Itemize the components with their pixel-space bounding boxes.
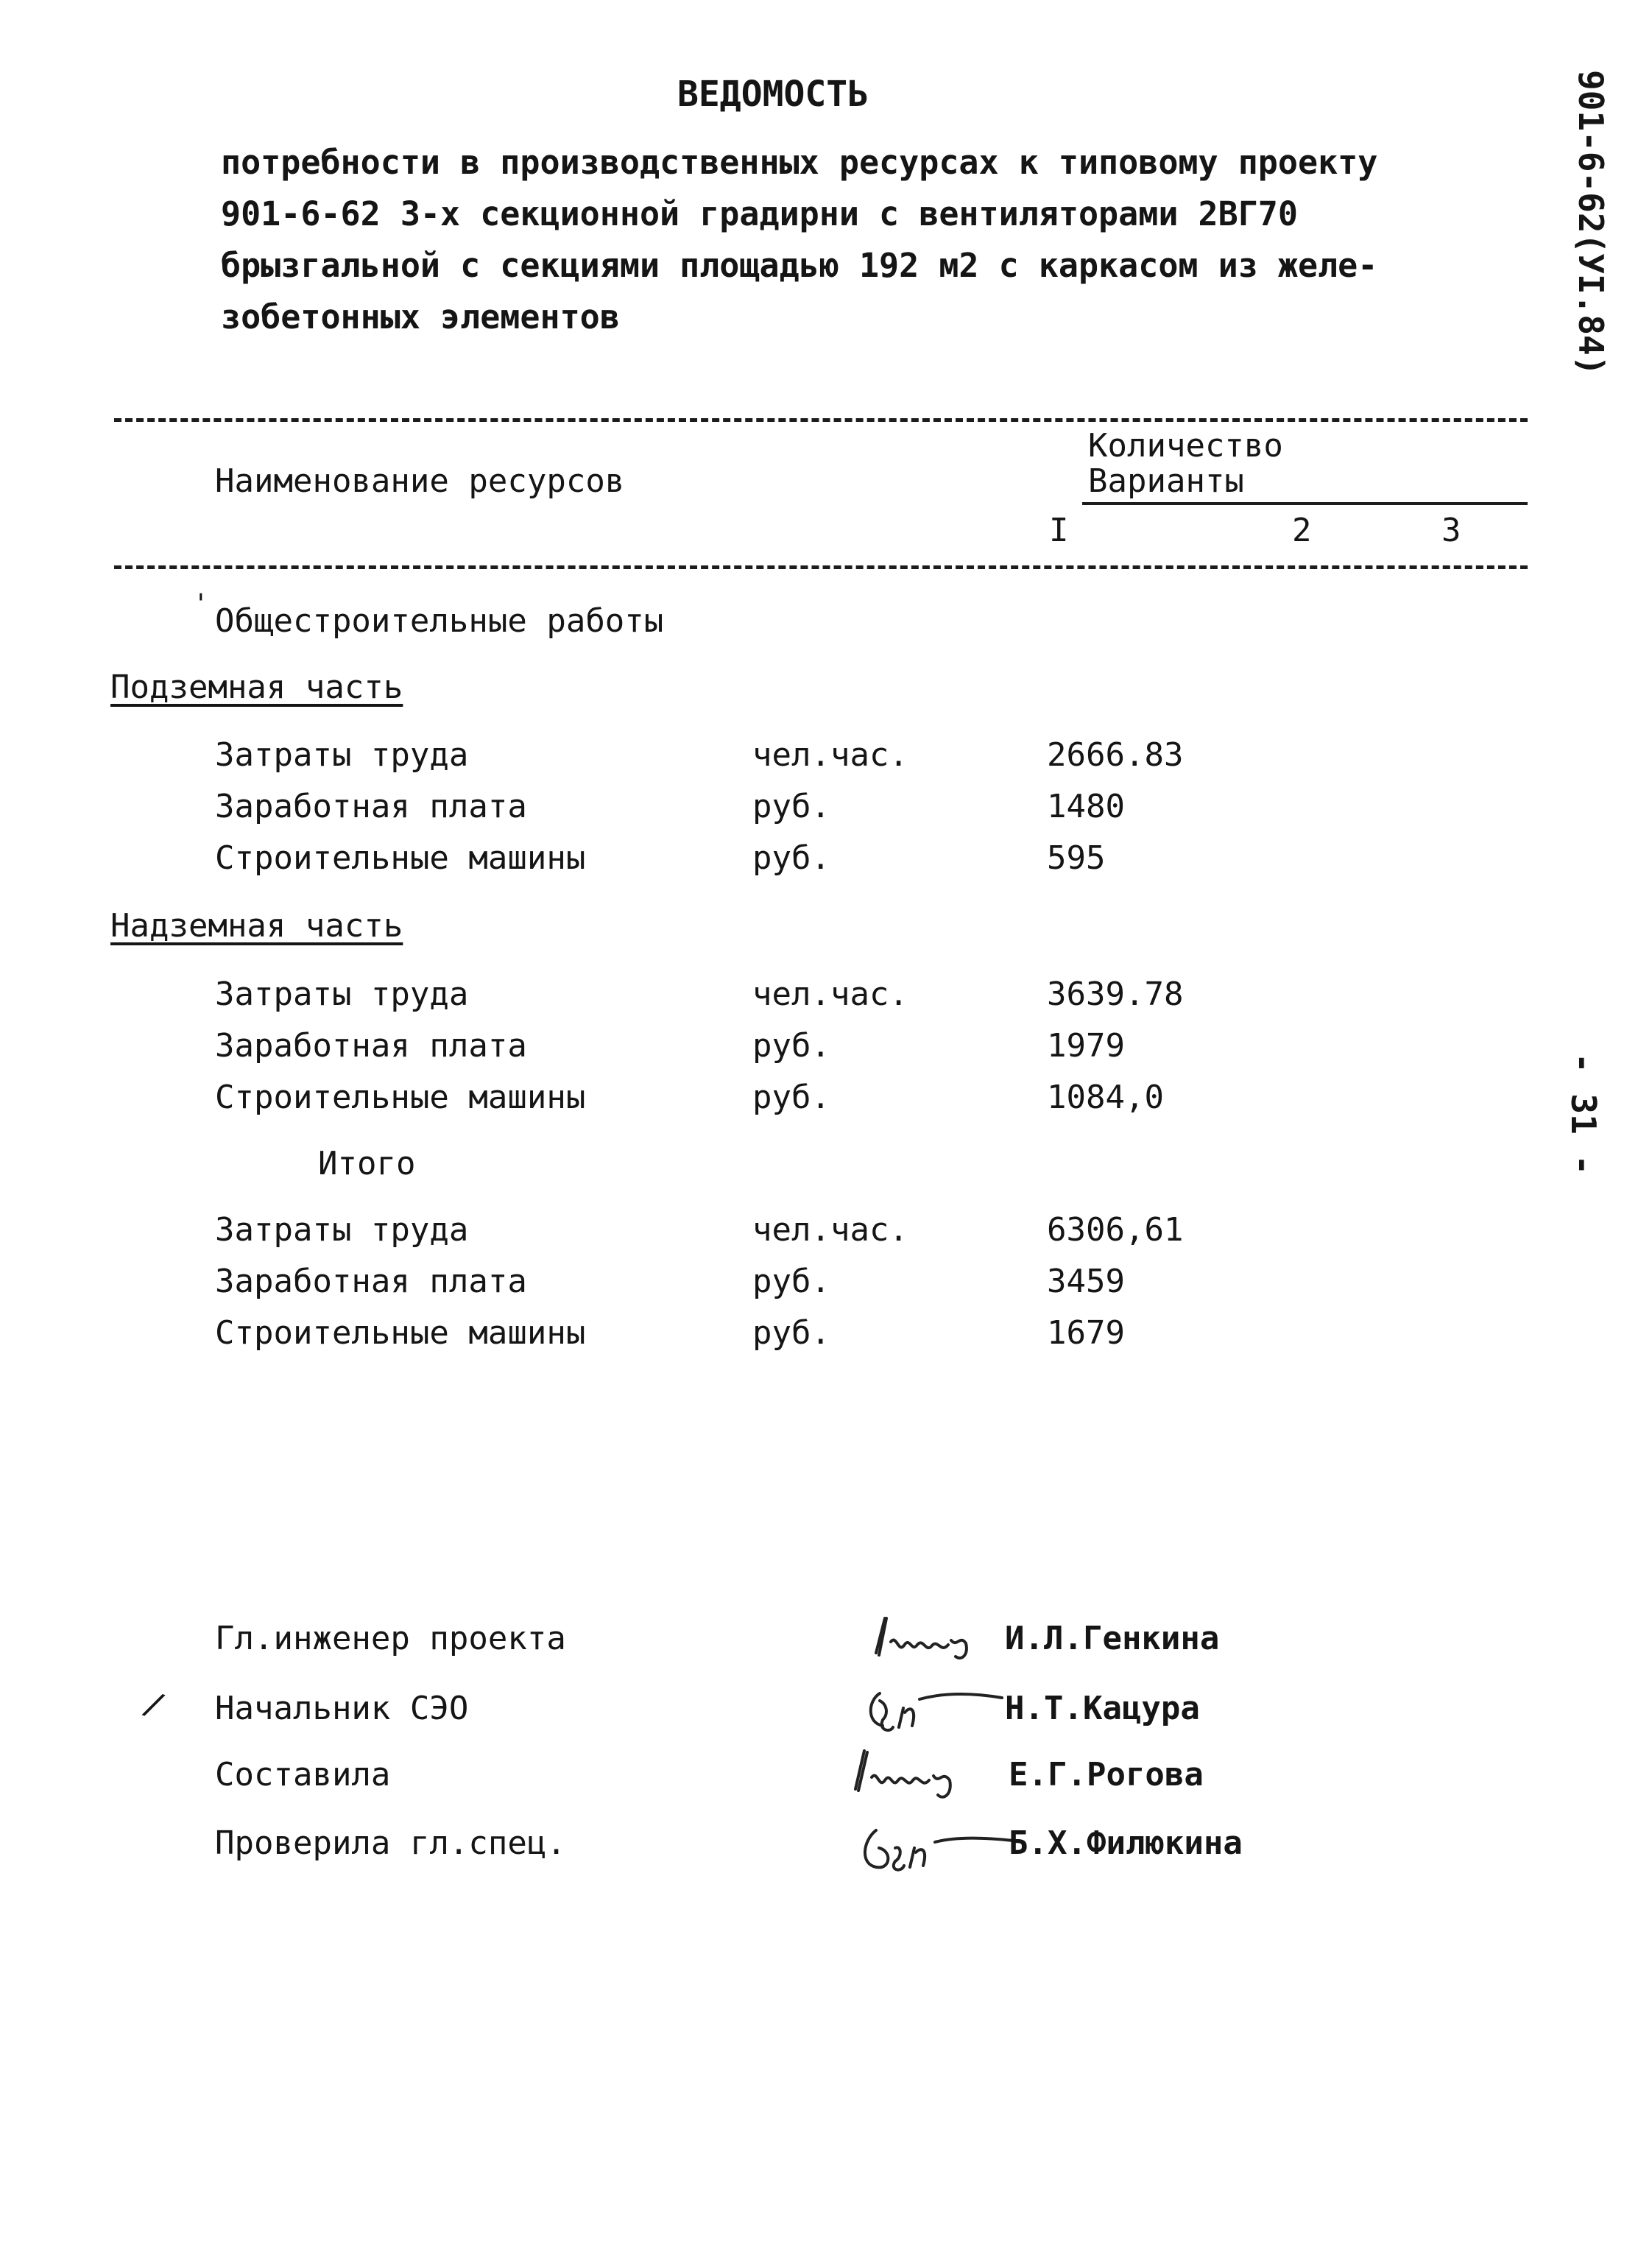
variant-label: 3 [1441,512,1461,549]
signatory-name: И.Л.Генкина [1005,1620,1220,1657]
resource-name: Затраты труда [215,1211,469,1249]
quantity-header: Количество [1088,427,1283,465]
margin-mark: / [138,1684,170,1726]
signatory-name: Е.Г.Рогова [1009,1756,1204,1793]
section-title-aboveground: Надземная часть [110,907,403,945]
resource-unit: руб. [752,1263,830,1300]
resource-value: 3459 [1047,1263,1125,1300]
handwritten-signature [854,1819,1016,1877]
document-title: ВЕДОМОСТЬ [677,74,869,115]
resource-name: Затраты труда [215,736,469,774]
resource-name: Заработная плата [215,1027,527,1065]
intro-line: зобетонных элементов [221,297,620,336]
resource-name-header: Наименование ресурсов [215,462,625,500]
resource-value: 1979 [1047,1027,1125,1065]
resource-name: Строительные машины [215,1314,586,1352]
resource-unit: руб. [752,1314,830,1352]
margin-tick: ' [193,589,209,619]
resource-unit: чел.час. [752,736,908,774]
signature-role: Начальник СЭО [215,1690,469,1727]
signature-role: Гл.инженер проекта [215,1620,566,1657]
resource-name: Строительные машины [215,839,586,877]
resource-value: 1480 [1047,788,1125,825]
resource-value: 2666.83 [1047,736,1184,774]
handwritten-signature [869,1612,1009,1664]
category-title: Общестроительные работы [215,602,664,640]
handwritten-signature [847,1745,1001,1804]
resource-value: 3639.78 [1047,976,1184,1013]
resource-unit: руб. [752,1079,830,1116]
table-header-rule [114,565,1528,569]
resource-name: Заработная плата [215,788,527,825]
signatory-name: Н.Т.Кацура [1005,1690,1200,1727]
table-top-rule [114,418,1528,422]
resource-unit: руб. [752,839,830,877]
doc-code: 901-6-62(УI.84) [1571,70,1611,376]
document-intro [221,137,1487,343]
signature-role: Проверила гл.спец. [215,1824,566,1862]
page-number: - 31 - [1564,1053,1603,1176]
resource-name: Затраты труда [215,976,469,1013]
resource-value: 6306,61 [1047,1211,1184,1249]
variant-label: I [1049,512,1069,549]
resource-name: Строительные машины [215,1079,586,1116]
resource-unit: руб. [752,788,830,825]
section-title-underground: Подземная часть [110,669,403,706]
resource-name: Заработная плата [215,1263,527,1300]
intro-line: 901-6-62 3-х секционной градирни с вентиляторами 2ВГ70 [221,194,1298,233]
variants-rule [1082,502,1528,505]
resource-value: 595 [1047,839,1106,877]
intro-line: брызгальной с секциями площадью 192 м2 с каркасом из желе- [221,246,1378,285]
intro-line: потребности в производственных ресурсах к типовому проекту [221,143,1378,182]
total-title: Итого [318,1145,416,1182]
resource-unit: чел.час. [752,976,908,1013]
variant-label: 2 [1292,512,1312,549]
signatory-name: Б.Х.Филюкина [1009,1824,1243,1862]
variants-header: Варианты [1088,462,1244,500]
handwritten-signature [858,1679,1005,1738]
signature-role: Составила [215,1756,391,1793]
resource-value: 1679 [1047,1314,1125,1352]
resource-unit: руб. [752,1027,830,1065]
resource-value: 1084,0 [1047,1079,1164,1116]
resource-unit: чел.час. [752,1211,908,1249]
